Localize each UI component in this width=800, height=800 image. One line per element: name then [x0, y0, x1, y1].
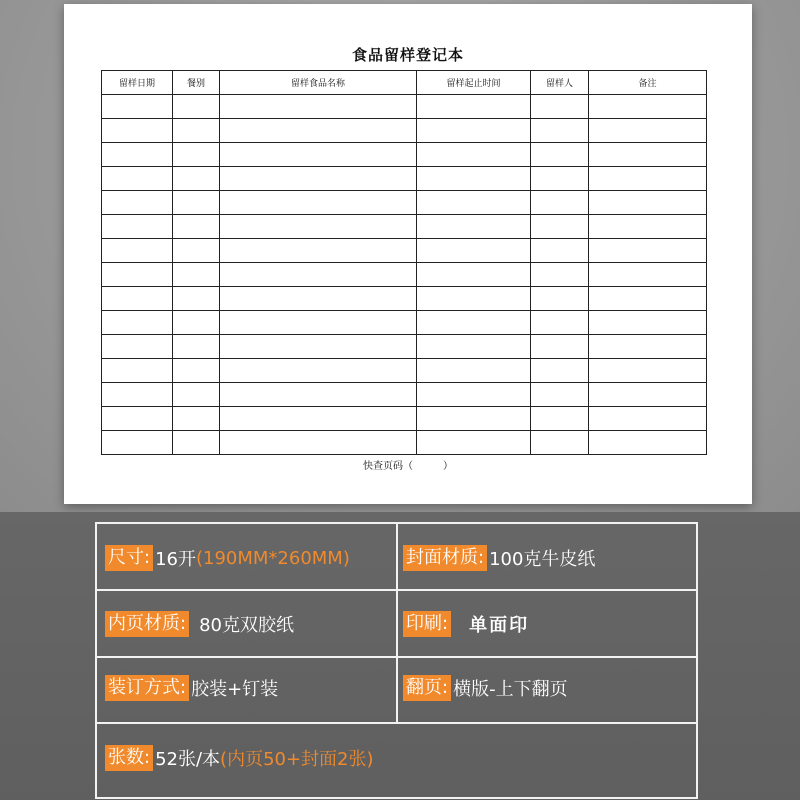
table-cell: [417, 119, 531, 143]
table-cell: [102, 143, 173, 167]
table-cell: [220, 407, 417, 431]
table-cell: [531, 215, 589, 239]
spec-label: 内页材质:: [105, 611, 189, 637]
column-header: 留样起止时间: [417, 71, 531, 95]
table-body: [102, 95, 707, 455]
table-cell: [102, 431, 173, 455]
table-row: [102, 143, 707, 167]
table-cell: [417, 335, 531, 359]
table-cell: [220, 359, 417, 383]
spec-accent-note: (190MM*260MM): [195, 547, 350, 569]
spec-label: 印刷:: [403, 611, 451, 637]
table-cell: [220, 263, 417, 287]
table-cell: [220, 167, 417, 191]
table-cell: [589, 287, 707, 311]
column-header: 留样日期: [102, 71, 173, 95]
table-cell: [589, 431, 707, 455]
register-page: [64, 4, 752, 504]
table-cell: [417, 359, 531, 383]
table-cell: [531, 119, 589, 143]
spec-printing: [403, 611, 529, 637]
table-cell: [589, 335, 707, 359]
table-cell: [173, 335, 220, 359]
table-cell: [589, 383, 707, 407]
table-cell: [173, 167, 220, 191]
table-row: [102, 311, 707, 335]
table-row: [102, 431, 707, 455]
table-cell: [589, 167, 707, 191]
spec-value: 80克双胶纸: [199, 615, 294, 636]
column-header: 备注: [589, 71, 707, 95]
table-cell: [102, 359, 173, 383]
spec-value: 100克牛皮纸: [489, 549, 596, 570]
table-cell: [531, 239, 589, 263]
divider: [396, 522, 398, 723]
spec-value: 52张/本: [155, 749, 221, 770]
spec-label: 封面材质:: [403, 545, 487, 571]
table-cell: [102, 287, 173, 311]
table-cell: [220, 215, 417, 239]
spec-value: 横版-上下翻页: [453, 679, 568, 700]
table-cell: [531, 311, 589, 335]
table-cell: [531, 143, 589, 167]
table-cell: [220, 119, 417, 143]
spec-label: 装订方式:: [105, 675, 189, 701]
table-cell: [220, 311, 417, 335]
table-cell: [102, 215, 173, 239]
table-row: [102, 335, 707, 359]
table-cell: [102, 191, 173, 215]
table-cell: [589, 359, 707, 383]
table-cell: [589, 239, 707, 263]
table-cell: [173, 263, 220, 287]
table-cell: [220, 95, 417, 119]
spec-value: 单面印: [469, 615, 530, 636]
table-cell: [220, 287, 417, 311]
table-cell: [173, 95, 220, 119]
spec-binding: [105, 675, 278, 701]
table-cell: [173, 407, 220, 431]
spec-sheets: [105, 745, 374, 771]
table-cell: [102, 311, 173, 335]
spec-accent-note: (内页50+封面2张): [220, 749, 374, 770]
table-cell: [531, 95, 589, 119]
table-cell: [417, 311, 531, 335]
table-cell: [173, 143, 220, 167]
table-row: [102, 95, 707, 119]
spec-cover-material: [403, 545, 595, 571]
table-cell: [220, 239, 417, 263]
table-cell: [417, 95, 531, 119]
table-cell: [589, 407, 707, 431]
table-cell: [589, 95, 707, 119]
table-cell: [531, 359, 589, 383]
table-row: [102, 191, 707, 215]
table-cell: [220, 191, 417, 215]
spec-value: 胶装+钉装: [191, 679, 279, 700]
spec-label: 尺寸:: [105, 545, 153, 571]
table-cell: [417, 287, 531, 311]
table-cell: [102, 239, 173, 263]
table-cell: [531, 431, 589, 455]
table-cell: [417, 191, 531, 215]
table-cell: [220, 335, 417, 359]
table-cell: [173, 239, 220, 263]
table-cell: [417, 143, 531, 167]
table-cell: [531, 287, 589, 311]
table-cell: [102, 335, 173, 359]
table-row: [102, 119, 707, 143]
table-cell: [173, 287, 220, 311]
table-cell: [173, 383, 220, 407]
table-cell: [531, 335, 589, 359]
table-cell: [417, 215, 531, 239]
table-cell: [531, 191, 589, 215]
table-cell: [173, 359, 220, 383]
table-cell: [531, 167, 589, 191]
table-cell: [173, 311, 220, 335]
table-cell: [531, 263, 589, 287]
table-row: [102, 167, 707, 191]
spec-size: [105, 545, 350, 571]
page-code-label: 快查页码（ ）: [363, 461, 453, 472]
spec-inner-material: [105, 611, 294, 637]
spec-value: 16开: [155, 549, 196, 570]
table-cell: [531, 407, 589, 431]
table-cell: [531, 383, 589, 407]
table-row: [102, 407, 707, 431]
table-cell: [173, 191, 220, 215]
table-cell: [102, 95, 173, 119]
table-cell: [417, 239, 531, 263]
table-cell: [220, 383, 417, 407]
table-cell: [417, 407, 531, 431]
column-header: 留样食品名称: [220, 71, 417, 95]
table-row: [102, 263, 707, 287]
table-cell: [220, 431, 417, 455]
table-cell: [589, 263, 707, 287]
table-row: [102, 239, 707, 263]
column-header: 餐别: [173, 71, 220, 95]
table-cell: [102, 119, 173, 143]
table-row: [102, 287, 707, 311]
table-row: [102, 215, 707, 239]
table-cell: [173, 215, 220, 239]
table-cell: [417, 383, 531, 407]
table-header-row: [102, 71, 707, 95]
table-cell: [589, 191, 707, 215]
table-cell: [589, 215, 707, 239]
table-row: [102, 383, 707, 407]
table-cell: [417, 263, 531, 287]
table-cell: [220, 143, 417, 167]
document-title: 食品留样登记本: [351, 46, 464, 64]
table-cell: [589, 119, 707, 143]
table-cell: [102, 167, 173, 191]
table-cell: [173, 119, 220, 143]
table-cell: [417, 431, 531, 455]
spec-label: 翻页:: [403, 675, 451, 701]
sample-log-table: [101, 70, 707, 455]
table-row: [102, 359, 707, 383]
table-cell: [589, 143, 707, 167]
table-cell: [417, 167, 531, 191]
spec-label: 张数:: [105, 745, 153, 771]
table-cell: [102, 263, 173, 287]
column-header: 留样人: [531, 71, 589, 95]
table-cell: [589, 311, 707, 335]
table-cell: [102, 383, 173, 407]
table-cell: [102, 407, 173, 431]
spec-page-turn: [403, 675, 568, 701]
table-cell: [173, 431, 220, 455]
